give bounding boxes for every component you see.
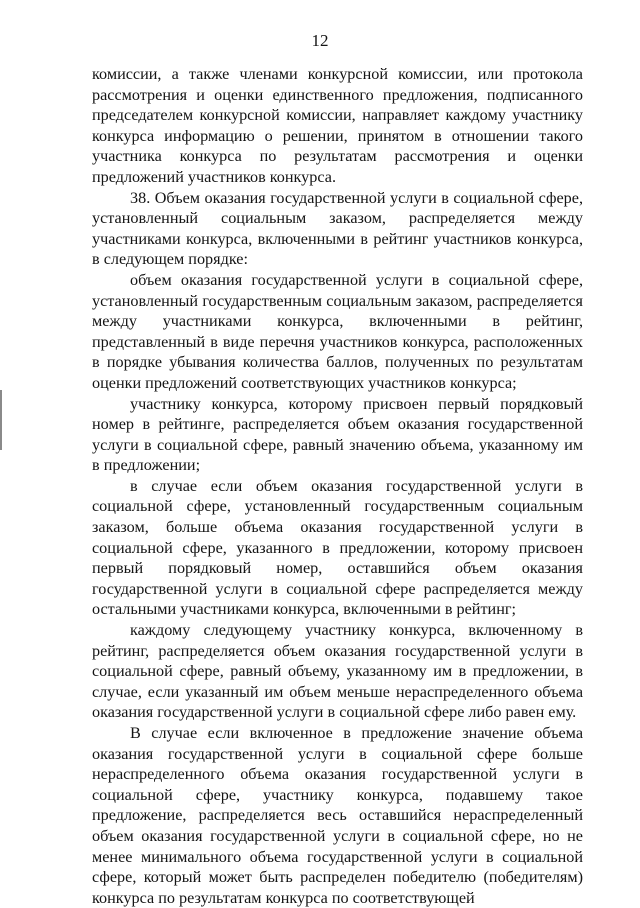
paragraph-first-participant: участнику конкурса, которому присвоен первый порядковый номер в рейтинге, распределяется объем оказания государственной услуги в социальной сфере, равный значению объема, указанному им в предложении; (92, 394, 583, 475)
paragraph-continuation: комиссии, а также членами конкурсной комиссии, или протокола рассмотрения и оценки единственного предложения, подписанного председателем конкурсной комиссии, направляет каждому участнику конкурса информацию о решении, принятом в отношении такого участника конкурса по результатам рассмотрения и оценки предложений участников конкурса. (92, 65, 583, 186)
paragraph-next-participant: каждому следующему участнику конкурса, включенному в рейтинг, распределяется объем оказания государственной услуги в социальной сфере, равный объему, указанному им в предложении, в случае, если указанный им объем меньше нераспределенного объема оказания государственной услуги в социальной сфере либо равен ему. (92, 621, 583, 722)
paragraph-distribution-order: объем оказания государственной услуги в социальной сфере, установленный государственным социальным заказом, распределяется между участниками конкурса, включенными в рейтинг, представленный в виде перечня участников конкурса, расположенных в порядке убывания количества баллов, полученных по результатам оценки предложений соответствующих участников конкурса; (92, 270, 583, 392)
paragraph-clause-38: 38. Объем оказания государственной услуги в социальной сфере, установленный социальным заказом, распределяется между участниками конкурса, включенными в рейтинг участников конкурса, в следующем порядке: (92, 188, 583, 269)
scan-edge-mark (0, 390, 2, 450)
paragraph-remaining-volume: в случае если объем оказания государственной услуги в социальной сфере, установленный государственным социальным заказом, больше объема оказания государственной услуги в социальной сфере, указанного в предложении, которому присвоен первый порядковый номер, оставшийся объем оказания государственной услуги в социальной сфере распределяется между остальными участниками конкурса, включенными в рейтинг; (92, 476, 583, 619)
page-number: 12 (311, 31, 329, 50)
document-body (92, 64, 583, 908)
paragraph-excess-volume: В случае если включенное в предложение значение объема оказания государственной услуги в социальной сфере больше нераспределенного объема оказания государственной услуги в социальной сфере, участнику конкурса, подавшему такое предложение, распределяется весь оставшийся нераспределенный объем оказания государственной услуги в социальной сфере, но не менее минимального объема государственной услуги в социальной сфере, который может быть распределен победителю (победителям) конкурса по результатам конкурса по соответствующей (92, 724, 583, 907)
